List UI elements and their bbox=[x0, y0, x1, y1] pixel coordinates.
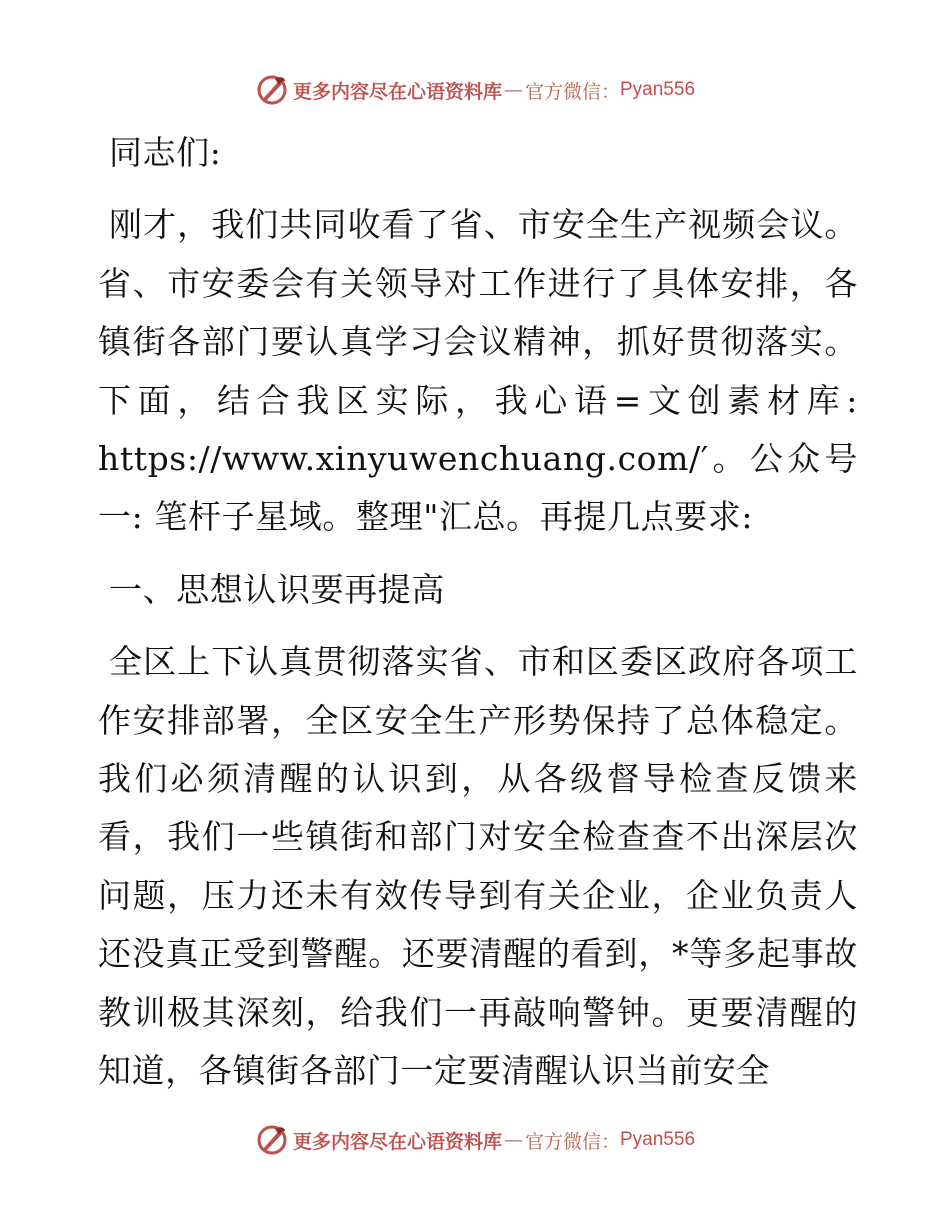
salutation: 同志们: bbox=[109, 133, 222, 172]
section-heading-1: 一、思想认识要再提高 bbox=[109, 569, 445, 609]
watermark-text: 更多内容尽在心语资料库 bbox=[292, 80, 502, 103]
watermark-account-id: Pyan556 bbox=[620, 79, 696, 100]
watermark-account-label: 官方微信： bbox=[524, 80, 620, 103]
paragraph-intro: 刚才，我们共同收看了省、市安全生产视频会议。省、市安委会有关领导对工作进行了具体安排，各镇街各部门要认真学习会议精神，抓好贯彻落实。下面，结合我区实际，我心语=文创素材库: https://www.xinyuwenchuang.com/′。公众号一: 笔杆子星域。整理"汇总。再提几点要求: bbox=[98, 205, 858, 537]
watermark-account-label: 官方微信： bbox=[524, 1130, 620, 1153]
watermark-dash: — bbox=[503, 1129, 523, 1151]
watermark-account-id: Pyan556 bbox=[620, 1129, 696, 1150]
footer-watermark bbox=[0, 1120, 950, 1160]
paragraph-section-1: 全区上下认真贯彻落实省、市和区委区政府各项工作安排部署，全区安全生产形势保持了总体稳定。我们必须清醒的认识到，从各级督导检查反馈来看，我们一些镇街和部门对安全检查查不出深层次问题，压力还未有效传导到有关企业，企业负责人还没真正受到警醒。还要清醒的看到，*等多起事故教训极其深刻，给我们一再敲响警钟。更要清醒的知道，各镇街各部门一定要清醒认识当前安全 bbox=[98, 642, 858, 1091]
watermark-dash: — bbox=[503, 79, 523, 101]
quill-logo-icon bbox=[255, 1123, 289, 1157]
document-body bbox=[98, 124, 858, 1115]
header-watermark bbox=[0, 70, 950, 110]
quill-logo-icon bbox=[255, 73, 289, 107]
watermark-text: 更多内容尽在心语资料库 bbox=[292, 1130, 502, 1153]
